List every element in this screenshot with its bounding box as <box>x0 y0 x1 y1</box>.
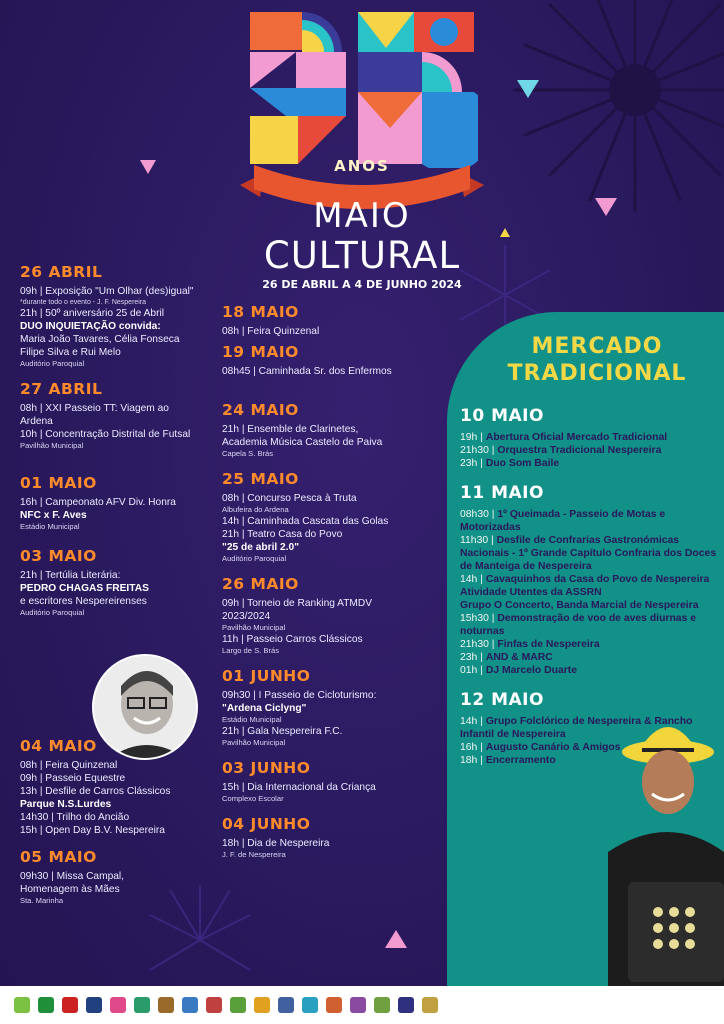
event-item <box>460 444 720 457</box>
event-item: 08h | Feira Quinzenal <box>20 760 118 771</box>
day-date: 05 MAIO <box>20 848 97 866</box>
event-item: 21h | Teatro Casa do Povo <box>222 529 343 540</box>
triangle-decoration <box>385 930 407 948</box>
event-item <box>460 638 720 651</box>
anos-label: ANOS <box>334 157 390 175</box>
event-item: Academia Música Castelo de Paiva <box>222 437 383 448</box>
day-block <box>20 379 225 451</box>
event-date-range: 26 DE ABRIL A 4 DE JUNHO 2024 <box>262 278 462 291</box>
sponsor-logo <box>326 997 342 1013</box>
day-block <box>222 666 447 748</box>
event-item: PEDRO CHAGAS FREITAS <box>20 583 149 594</box>
event-name: 1º Queimada - Passeio de Motas e Motorizadas <box>460 509 666 533</box>
event-venue: Estádio Municipal <box>20 522 80 531</box>
event-name: Atividade Utentes da ASSRN <box>460 587 602 598</box>
event-item: 18h | Dia de Nespereira <box>222 838 330 849</box>
day-block <box>222 342 447 378</box>
event-time: 19h | <box>460 432 486 443</box>
event-item: Homenagem às Mães <box>20 884 120 895</box>
event-name: Abertura Oficial Mercado Tradicional <box>485 432 668 443</box>
event-venue: Estádio Municipal <box>222 715 282 724</box>
event-title-line1: MAIO <box>313 196 411 236</box>
event-item: 21h | Tertúlia Literária: <box>20 570 121 581</box>
event-venue: Albufeira do Ardena <box>222 505 289 514</box>
day-date: 03 MAIO <box>20 547 97 565</box>
mercado-day-block <box>460 405 720 470</box>
event-item: 08h45 | Caminhada Sr. dos Enfermos <box>222 366 392 377</box>
event-time: 23h | <box>460 458 486 469</box>
sponsor-logo <box>38 997 54 1013</box>
day-date: 26 ABRIL <box>20 263 103 281</box>
day-date: 24 MAIO <box>222 401 299 419</box>
day-block <box>20 847 225 906</box>
event-item <box>460 612 720 638</box>
event-venue: Pavilhão Municipal <box>20 441 84 450</box>
sponsor-logo <box>302 997 318 1013</box>
event-item: Filipe Silva e Rui Melo <box>20 347 121 358</box>
event-time: 14h | <box>460 716 486 727</box>
sponsor-logo <box>374 997 390 1013</box>
event-item: 16h | Campeonato AFV Div. Honra <box>20 497 176 508</box>
event-item: "Ardena Ciclyng" <box>222 703 307 714</box>
event-item: 08h | Concurso Pesca à Truta <box>222 493 357 504</box>
event-item <box>460 457 720 470</box>
event-item: Parque N.S.Lurdes <box>20 799 112 810</box>
day-date: 04 JUNHO <box>222 815 311 833</box>
event-item <box>460 431 720 444</box>
event-venue: Sta. Marinha <box>20 896 64 905</box>
mercado-title-line1: MERCADO <box>531 334 663 359</box>
event-name: Finfas de Nespereira <box>497 639 600 650</box>
event-time: 14h | <box>460 574 486 585</box>
event-item: 09h | Torneio de Ranking ATMDV <box>222 598 373 609</box>
event-time: 23h | <box>460 652 486 663</box>
event-item: DUO INQUIETAÇÃO convida: <box>20 321 161 332</box>
event-item: 21h | Gala Nespereira F.C. <box>222 726 343 737</box>
speaker-photo <box>92 654 198 760</box>
day-date: 26 MAIO <box>222 575 299 593</box>
event-item: 11h | Passeio Carros Clássicos <box>222 634 363 645</box>
event-time: 21h30 | <box>460 445 498 456</box>
event-item: NFC x F. Aves <box>20 510 87 521</box>
event-item <box>460 651 720 664</box>
mercado-title <box>447 333 724 387</box>
event-venue: Complexo Escolar <box>222 794 284 803</box>
sponsor-logo <box>206 997 222 1013</box>
event-time: 21h30 | <box>460 639 498 650</box>
event-name: Grupo O Concerto, Banda Marcial de Nespereira <box>460 600 699 611</box>
schedule-column-left <box>20 262 225 906</box>
event-item <box>460 508 720 534</box>
sponsor-logo <box>158 997 174 1013</box>
schedule-column-middle <box>222 302 447 860</box>
event-item: 08h | Feira Quinzenal <box>222 326 320 337</box>
event-name: Desfile de Confrarias Gastronómicas Nacionais - 1º Grande Capítulo Confraria dos Doces de Manteiga de Nespereira <box>460 535 717 572</box>
anniversary-25-logo <box>246 8 478 168</box>
event-name: AND & MARC <box>485 652 553 663</box>
musician-photo <box>608 712 724 992</box>
mercado-title-line2: TRADICIONAL <box>507 361 687 386</box>
event-item: 09h | Passeio Equestre <box>20 773 126 784</box>
event-venue: J. F. de Nespereira <box>222 850 286 859</box>
day-block <box>222 758 447 804</box>
event-name: Duo Som Baile <box>485 458 560 469</box>
event-time: 16h | <box>460 742 486 753</box>
event-item: 21h | Ensemble de Clarinetes, <box>222 424 359 435</box>
sponsor-logo <box>62 997 78 1013</box>
event-time: 01h | <box>460 665 486 676</box>
day-date: 03 JUNHO <box>222 759 311 777</box>
day-date: 01 JUNHO <box>222 667 311 685</box>
day-block <box>222 469 447 564</box>
day-block <box>20 473 225 532</box>
event-item: 15h | Open Day B.V. Nespereira <box>20 825 165 836</box>
event-name: Encerramento <box>485 755 556 766</box>
day-block <box>20 262 225 369</box>
event-name: Cavaquinhos da Casa do Povo de Nespereira <box>485 574 710 585</box>
event-item: "25 de abril 2.0" <box>222 542 300 553</box>
day-date: 10 MAIO <box>460 406 544 426</box>
event-venue: Auditório Paroquial <box>20 608 85 617</box>
triangle-decoration <box>517 80 539 98</box>
day-date: 25 MAIO <box>222 470 299 488</box>
event-item: 14h30 | Trilho do Ancião <box>20 812 130 823</box>
day-date: 01 MAIO <box>20 474 97 492</box>
event-venue: Auditório Paroquial <box>222 554 287 563</box>
sponsor-logo <box>422 997 438 1013</box>
event-item: 21h | 50º aniversário 25 de Abril <box>20 308 164 319</box>
sponsor-logo <box>134 997 150 1013</box>
event-name: Grupo Folclórico de Nespereira & Rancho Infantil de Nespereira <box>460 716 693 740</box>
event-time: 11h30 | <box>460 535 497 546</box>
event-item: 15h | Dia Internacional da Criança <box>222 782 376 793</box>
event-item: 10h | Concentração Distrital de Futsal <box>20 429 191 440</box>
event-item <box>460 599 720 612</box>
sponsor-logo <box>110 997 126 1013</box>
day-date: 04 MAIO <box>20 737 97 755</box>
day-date: 11 MAIO <box>460 483 544 503</box>
event-item: 08h | XXI Passeio TT: Viagem ao <box>20 403 169 414</box>
event-venue: Capela S. Brás <box>222 449 274 458</box>
day-block <box>222 400 447 459</box>
event-item: 09h30 | Missa Campal, <box>20 871 125 882</box>
day-date: 19 MAIO <box>222 343 299 361</box>
sponsor-bar <box>0 986 724 1024</box>
day-block <box>222 574 447 656</box>
event-venue: Pavilhão Municipal <box>222 623 286 632</box>
event-venue: Largo de S. Brás <box>222 646 279 655</box>
sponsor-logo <box>254 997 270 1013</box>
event-name: DJ Marcelo Duarte <box>485 665 578 676</box>
event-item: e escritores Nespereirenses <box>20 596 147 607</box>
sponsor-logo <box>182 997 198 1013</box>
day-block <box>222 814 447 860</box>
event-name: Augusto Canário & Amigos <box>485 742 621 753</box>
day-block <box>20 546 225 618</box>
event-venue: Auditório Paroquial <box>20 359 85 368</box>
event-item: 13h | Desfile de Carros Clássicos <box>20 786 171 797</box>
event-item: Ardena <box>20 416 53 427</box>
sponsor-logo <box>230 997 246 1013</box>
event-time: 18h | <box>460 755 486 766</box>
event-item: 09h | Exposição "Um Olhar (des)igual" <box>20 286 194 297</box>
sponsor-logo <box>398 997 414 1013</box>
sponsor-logo <box>278 997 294 1013</box>
event-item <box>460 664 720 677</box>
event-time: 15h30 | <box>460 613 498 624</box>
event-name: Orquestra Tradicional Nespereira <box>497 445 662 456</box>
event-name: Demonstração de voo de aves diurnas e noturnas <box>460 613 697 637</box>
event-item: 09h30 | I Passeio de Cicloturismo: <box>222 690 377 701</box>
mercado-day-block <box>460 482 720 677</box>
event-item: 2023/2024 <box>222 611 271 622</box>
sponsor-logo <box>86 997 102 1013</box>
event-venue: *durante todo o evento - J. F. Nespereira <box>20 299 147 306</box>
firework-decoration <box>505 0 724 220</box>
event-venue: Pavilhão Municipal <box>222 738 286 747</box>
event-item <box>460 534 720 573</box>
day-date: 12 MAIO <box>460 690 544 710</box>
event-title-line2: CULTURAL <box>263 234 461 277</box>
day-date: 27 ABRIL <box>20 380 103 398</box>
event-item <box>460 586 720 599</box>
event-item: 14h | Caminhada Cascata das Golas <box>222 516 389 527</box>
event-item: Maria João Tavares, Célia Fonseca <box>20 334 180 345</box>
day-date: 18 MAIO <box>222 303 299 321</box>
day-block <box>222 302 447 338</box>
event-item <box>460 573 720 586</box>
event-time: 08h30 | <box>460 509 498 520</box>
sponsor-logo <box>350 997 366 1013</box>
sponsor-logo <box>14 997 30 1013</box>
